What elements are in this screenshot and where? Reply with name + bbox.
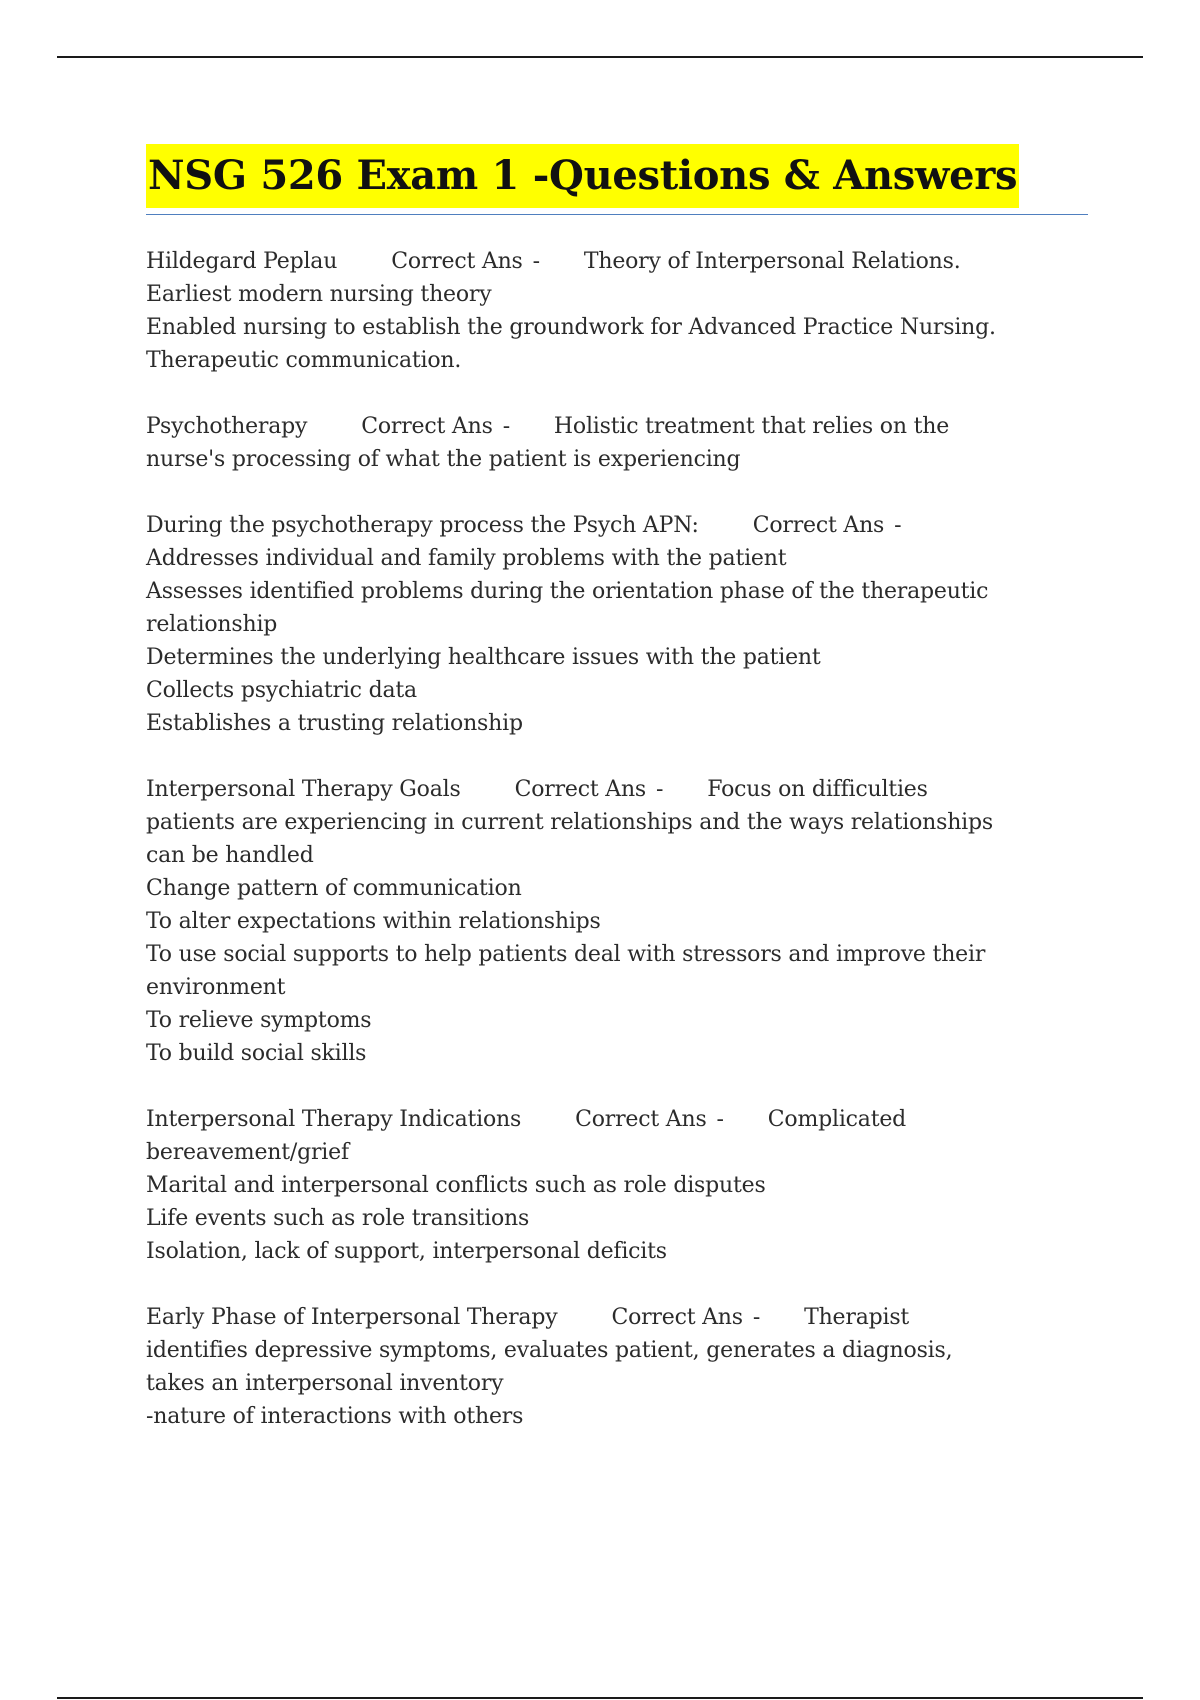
answer-dash: - <box>752 1305 761 1330</box>
answer-line: Change pattern of communication <box>146 876 522 901</box>
qa-list <box>146 245 1096 1433</box>
answer-line: Therapeutic communication. <box>146 348 462 373</box>
question-term: During the psychotherapy process the Psych APN: <box>146 513 699 538</box>
answer-line: To relieve symptoms <box>146 1008 372 1033</box>
document-body <box>146 144 1096 1466</box>
correct-ans-label: Correct Ans <box>752 513 885 538</box>
answer-line: can be handled <box>146 843 314 868</box>
question-term: Interpersonal Therapy Indications <box>146 1107 522 1132</box>
qa-first-line <box>146 410 1096 443</box>
answer-line: Determines the underlying healthcare issues with the patient <box>146 645 821 670</box>
answer-line: Addresses individual and family problems with the patient <box>146 546 787 571</box>
qa-first-line <box>146 1301 1096 1334</box>
answer-text: Therapist <box>804 1305 910 1330</box>
answer-line: -nature of interactions with others <box>146 1404 524 1429</box>
answer-line: nurse's processing of what the patient is experiencing <box>146 447 741 472</box>
answer-text: Focus on difficulties <box>707 777 928 802</box>
qa-entry <box>146 410 1096 476</box>
answer-line: Life events such as role transitions <box>146 1206 530 1231</box>
answer-line: To use social supports to help patients deal with stressors and improve their <box>146 942 986 967</box>
answer-dash: - <box>532 249 540 274</box>
correct-ans-label: Correct Ans <box>391 249 523 274</box>
qa-entry <box>146 1301 1096 1433</box>
correct-ans-label: Correct Ans <box>514 777 647 802</box>
top-rule <box>57 56 1143 58</box>
answer-line: Marital and interpersonal conflicts such as role disputes <box>146 1173 766 1198</box>
answer-line: environment <box>146 975 286 1000</box>
qa-entry <box>146 245 1096 377</box>
answer-line: bereavement/grief <box>146 1140 349 1165</box>
answer-line: Enabled nursing to establish the groundwork for Advanced Practice Nursing. <box>146 315 996 340</box>
qa-first-line <box>146 509 1096 542</box>
question-term: Psychotherapy <box>146 414 308 439</box>
correct-ans-label: Correct Ans <box>575 1107 707 1132</box>
question-term: Hildegard Peplau <box>146 249 338 274</box>
answer-line: takes an interpersonal inventory <box>146 1371 504 1396</box>
page-title: NSG 526 Exam 1 -Questions & Answers <box>146 144 1019 208</box>
answer-line: To build social skills <box>146 1041 367 1066</box>
answer-line: identifies depressive symptoms, evaluates patient, generates a diagnosis, <box>146 1338 953 1363</box>
correct-ans-label: Correct Ans <box>361 414 493 439</box>
answer-dash: - <box>656 777 664 802</box>
answer-line: Earliest modern nursing theory <box>146 282 492 307</box>
question-term: Early Phase of Interpersonal Therapy <box>146 1305 558 1330</box>
answer-text: Complicated <box>767 1107 907 1132</box>
answer-dash: - <box>502 414 510 439</box>
answer-dash: - <box>894 513 902 538</box>
answer-line: relationship <box>146 612 278 637</box>
qa-entry <box>146 773 1096 1070</box>
qa-first-line <box>146 1103 1096 1136</box>
answer-line: patients are experiencing in current relationships and the ways relationships <box>146 810 993 835</box>
answer-text: Holistic treatment that relies on the <box>553 414 950 439</box>
qa-entry <box>146 509 1096 740</box>
question-term: Interpersonal Therapy Goals <box>146 777 461 802</box>
title-block <box>146 144 1088 215</box>
answer-line: Assesses identified problems during the orientation phase of the therapeutic <box>146 579 989 604</box>
answer-line: To alter expectations within relationships <box>146 909 601 934</box>
answer-dash: - <box>716 1107 724 1132</box>
qa-first-line <box>146 773 1096 806</box>
correct-ans-label: Correct Ans <box>611 1305 743 1330</box>
bottom-rule <box>57 1697 1143 1699</box>
qa-first-line <box>146 245 1096 278</box>
qa-entry <box>146 1103 1096 1268</box>
answer-line: Collects psychiatric data <box>146 678 417 703</box>
answer-text: Theory of Interpersonal Relations. <box>583 249 961 274</box>
answer-line: Establishes a trusting relationship <box>146 711 523 736</box>
answer-line: Isolation, lack of support, interpersonal deficits <box>146 1239 667 1264</box>
